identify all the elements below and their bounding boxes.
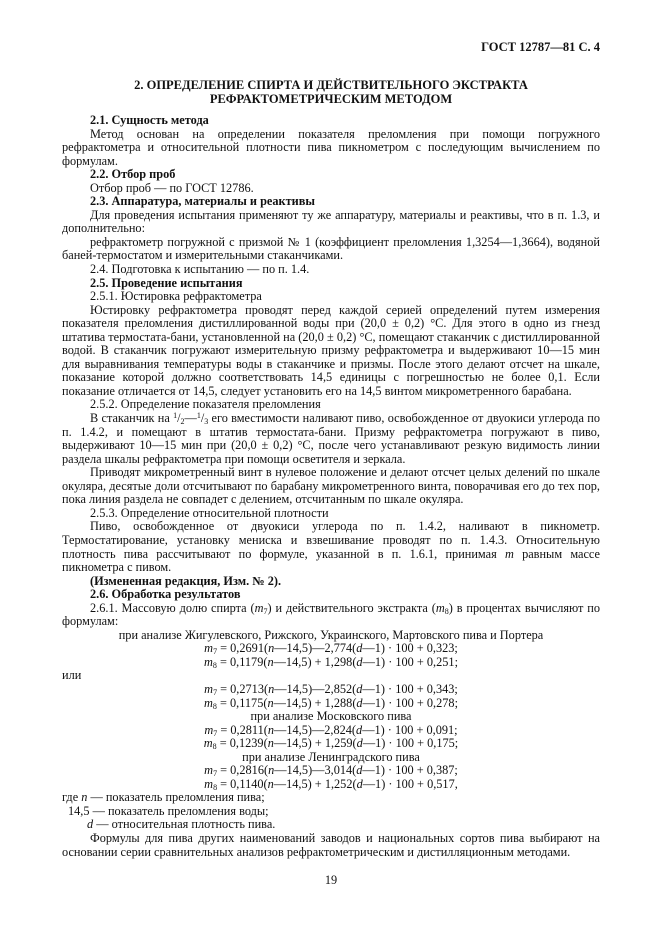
where-item-n: где n — показатель преломления пива; xyxy=(62,790,265,805)
paragraph-2-3: Для проведения испытания применяют ту же аппаратуру, материалы и реактивы, что в п. 1.3, и дополнительно: xyxy=(62,207,600,236)
formula-block xyxy=(62,629,600,792)
heading-2-5-2: 2.5.2. Определение показателя преломления xyxy=(90,397,321,412)
paragraph-2-4: 2.4. Подготовка к испытанию — по п. 1.4. xyxy=(90,262,310,277)
heading-2-5-3: 2.5.3. Определение относительной плотности xyxy=(90,505,329,520)
heading-2-1: 2.1. Сущность метода xyxy=(90,113,209,127)
formula-m8: $m_8$ = 0,1239(n—14,5) + 1,259(d—1) · 100 + 0,175; xyxy=(203,736,459,752)
formula-group-label: при анализе Московского пива xyxy=(250,709,412,724)
section-title-line-2: РЕФРАКТОМЕТРИЧЕСКИМ МЕТОДОМ xyxy=(209,92,453,106)
where-item-d: d — относительная плотность пива. xyxy=(87,817,276,832)
paragraph-2-5-3: Пиво, освобожденное от двуокиси углерода по п. 1.4.2, наливают в пикнометр. Термостатирование, установку мениска и взвешивание проводят по п. 1.4.3. Относительную плотность пива рассчитывают по формуле, указанной в п. 1.6.1, принимая m равным массе пикнометра с пивом. xyxy=(62,519,600,575)
formula-m8: $m_8$ = 0,1175(n—14,5) + 1,288(d—1) · 100 + 0,278; xyxy=(204,695,458,711)
section-title xyxy=(62,78,600,106)
heading-2-5: 2.5. Проведение испытания xyxy=(90,275,243,290)
closing-paragraph: Формулы для пива других наименований заводов и национальных сортов пива выбирают на основании серии сравнительных анализов рефрактометрическим и дистилляционным методами. xyxy=(62,830,600,859)
formula-m8: $m_8$ = 0,1179(n—14,5) + 1,298(d—1) · 100 + 0,251; xyxy=(204,654,458,670)
formula-group-label: при анализе Жигулевского, Рижского, Украинского, Мартовского пива и Портера xyxy=(118,627,544,642)
heading-2-2: 2.2. Отбор проб xyxy=(90,167,176,182)
paragraph-2-1: Метод основан на определении показателя преломления при помощи погружного рефрактометра и относительной плотности пива пикнометром с последующим вычислением по формулам. xyxy=(62,126,600,168)
section-title-line-1: 2. ОПРЕДЕЛЕНИЕ СПИРТА И ДЕЙСТВИТЕЛЬНОГО ЭКСТРАКТА xyxy=(134,78,528,92)
where-list xyxy=(62,791,600,832)
heading-2-6: 2.6. Обработка результатов xyxy=(90,587,241,602)
formula-group-label: или xyxy=(62,668,82,683)
formula-m7: $m_7$ = 0,2811(n—14,5)—2,824(d—1) · 100 + 0,091; xyxy=(204,722,458,738)
paragraph-2-6-1: 2.6.1. Массовую долю спирта $(m_7)$ и действительного экстракта $(m_8)$ в процентах вычисляют по формулам: xyxy=(62,600,600,629)
paragraph-2-5-2: В стаканчик на $^1/_2—^1/_3$ его вместимости наливают пиво, освобожденное от двуокиси углерода по п. 1.4.2, и помещают в штатив термостата-бани. Призму рефрактометра погружают в пиво, выдерживают 10—15 мин при (20,0 ± 0,2) °С, после чего устанавливают резкую видимость линии раздела шкалы рефрактометра при помощи осветителя и зеркала. xyxy=(62,411,600,466)
paragraph-2-2: Отбор проб — по ГОСТ 12786. xyxy=(90,180,254,195)
heading-2-3: 2.3. Аппаратура, материалы и реактивы xyxy=(90,194,315,209)
formula-m8: $m_8$ = 0,1140(n—14,5) + 1,252(d—1) · 100 + 0,517, xyxy=(204,776,458,792)
page-number: 19 xyxy=(324,873,338,887)
amendment-note: (Измененная редакция, Изм. № 2). xyxy=(90,573,282,588)
document-body xyxy=(62,114,600,859)
where-item-water: 14,5 — показатель преломления воды; xyxy=(68,803,269,818)
formula-m7: $m_7$ = 0,2691(n—14,5)—2,774(d—1) · 100 + 0,323; xyxy=(204,641,458,657)
running-header: ГОСТ 12787—81 С. 4 xyxy=(481,40,600,54)
paragraph-2-5-2-b: Приводят микрометренный винт в нулевое положение и делают отсчет целых делений по шкале окуляра, десятые доли отсчитывают по барабану микрометренного винта, поворачивая его до тех пор, пока линия раздела не совпадет с делением, отсчитанным по шкале окуляра. xyxy=(62,465,600,507)
paragraph-2-3-item: рефрактометр погружной с призмой № 1 (коэффициент преломления 1,3254—1,3664), водяной баней-термостатом и измерительными стаканчиками. xyxy=(62,234,600,263)
heading-2-5-1: 2.5.1. Юстировка рефрактометра xyxy=(90,289,262,304)
formula-m7: $m_7$ = 0,2816(n—14,5)—3,014(d—1) · 100 + 0,387; xyxy=(204,763,458,779)
formula-m7: $m_7$ = 0,2713(n—14,5)—2,852(d—1) · 100 + 0,343; xyxy=(204,681,458,697)
paragraph-2-5-1: Юстировку рефрактометра проводят перед каждой серией определений путем измерения показателя преломления дистиллированной воды при (20,0 ± 0,2) °С. Для этого в одно из гнезд штатива термостата-бани, установленной на (20,0 ± 0,2) °С, помещают стаканчик с дистиллированной водой. В стаканчик погружают измерительную призму рефрактометра и выдерживают 10—15 мин для выравнивания температуры воды в стаканчике и призмы. После этого делают отсчет на шкале, показание которой должно соответствовать 14,5 единицы с погрешностью не более 0,1. Если показание отличается от 14,5, следует установить его на 14,5 винтом микрометренного барабана. xyxy=(62,302,600,398)
formula-group-label: при анализе Ленинградского пива xyxy=(242,749,420,764)
